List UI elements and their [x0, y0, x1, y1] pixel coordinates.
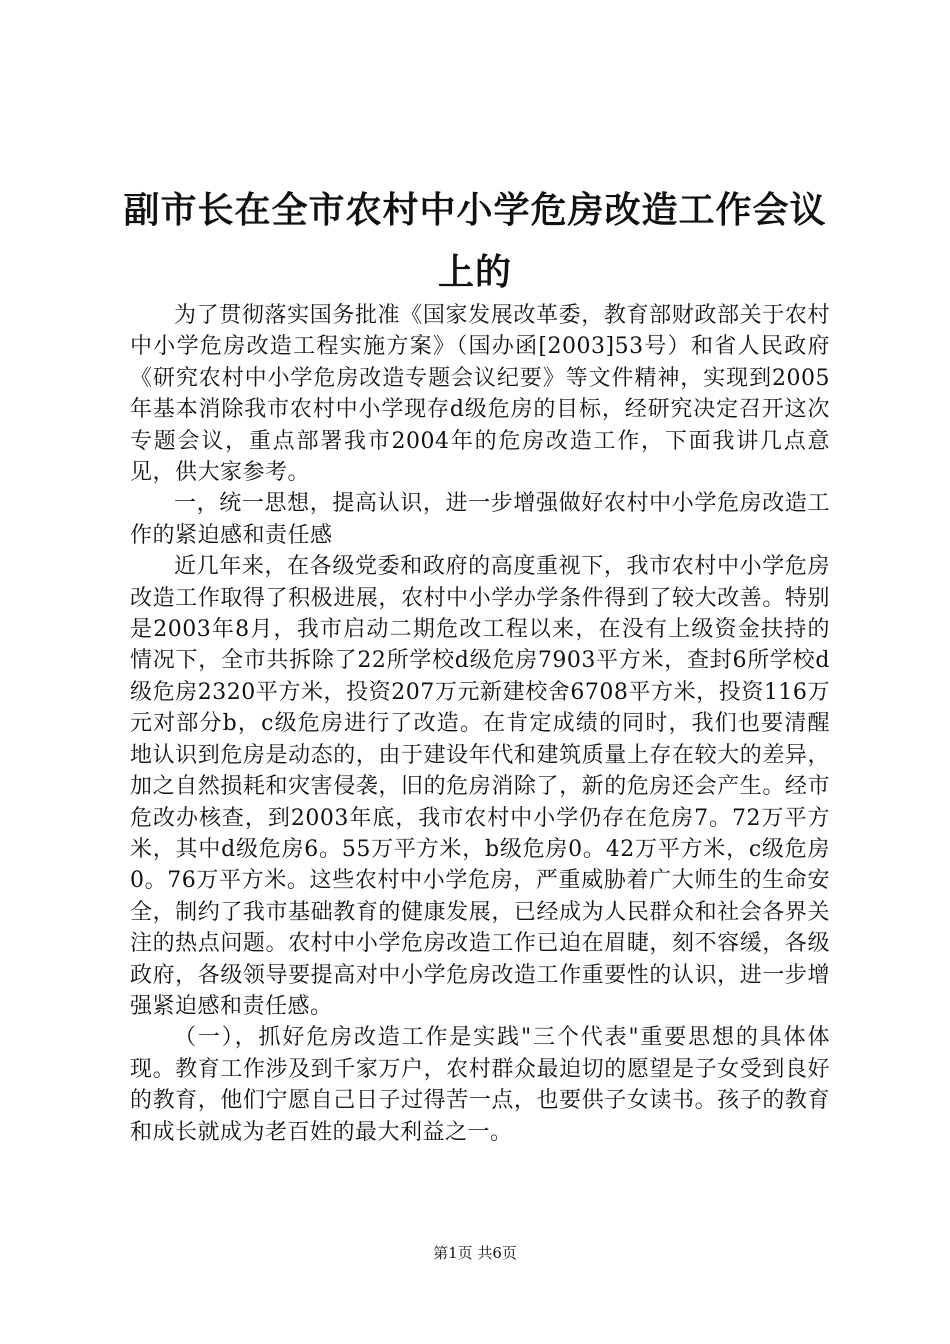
document-body — [130, 300, 830, 1148]
paragraph-intro: 为了贯彻落实国务批准《国家发展改革委，教育部财政部关于农村中小学危房改造工程实施方案》（国办函[2003]53号）和省人民政府《研究农村中小学危房改造专题会议纪要》等文件精神，实现到2005年基本消除我市农村中小学现存d级危房的目标，经研究决定召开这次专题会议，重点部署我市2004年的危房改造工作，下面我讲几点意见，供大家参考。 — [130, 303, 830, 486]
document-title: 副市长在全市农村中小学危房改造工作会议上的 — [123, 190, 827, 293]
paragraph-section-one: （一），抓好危房改造工作是实践"三个代表"重要思想的具体体现。教育工作涉及到千家万户，农村群众最迫切的愿望是子女受到良好的教育，他们宁愿自己日子过得苦一点，也要供子女读书。孩子的教育和成长就成为老百姓的最大利益之一。 — [130, 1025, 830, 1145]
paragraph-progress: 近几年来，在各级党委和政府的高度重视下，我市农村中小学危房改造工作取得了积极进展，农村中小学办学条件得到了较大改善。特别是2003年8月，我市启动二期危改工程以来，在没有上级资金扶持的情况下，全市共拆除了22所学校d级危房7903平方米，查封6所学校d级危房2320平方米，投资207万元新建校舍6708平方米，投资116万元对部分b，c级危房进行了改造。在肯定成绩的同时，我们也要清醒地认识到危房是动态的，由于建设年代和建筑质量上存在较大的差异，加之自然损耗和灾害侵袭，旧的危房消除了，新的危房还会产生。经市危改办核查，到2003年底，我市农村中小学仍存在危房7。72万平方米，其中d级危房6。55万平方米，b级危房0。42万平方米，c级危房0。76万平方米。这些农村中小学危房，严重威胁着广大师生的生命安全，制约了我市基础教育的健康发展，已经成为人民群众和社会各界关注的热点问题。农村中小学危房改造工作已迫在眉睫，刻不容缓，各级政府，各级领导要提高对中小学危房改造工作重要性的认识，进一步增强紧迫感和责任感。 — [130, 554, 830, 1019]
paragraph-heading-one: 一，统一思想，提高认识，进一步增强做好农村中小学危房改造工作的紧迫感和责任感 — [130, 491, 830, 548]
page-number-footer: 第1页 共6页 — [433, 1244, 517, 1262]
